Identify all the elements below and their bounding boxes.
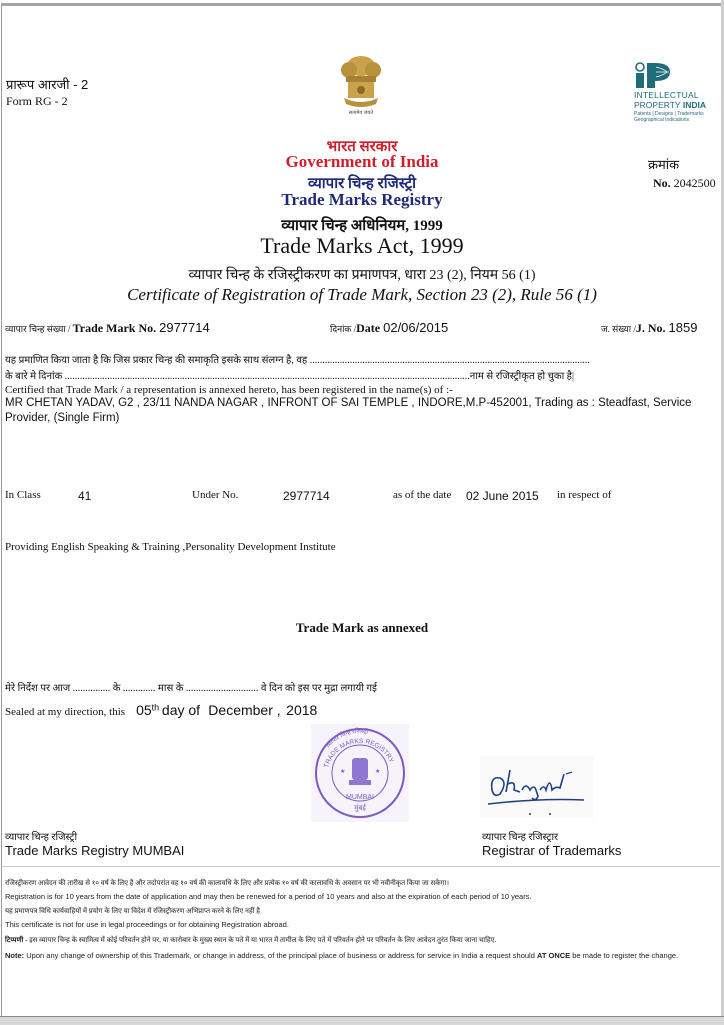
class-label: In Class <box>5 489 41 501</box>
note-change-hindi <box>5 936 496 945</box>
note-renewal-hindi: रजिस्ट्रीकरण आवेदन की तारीख से १० वर्ष के लिए है और तदोपरांत वह १० वर्ष की कालावधि के लिए और प्रत्येक १० वर्ष की कालावधि के अवसान पर भी नवीनीकृत किया जा सकेगा। <box>5 879 450 887</box>
svg-text:★: ★ <box>340 769 346 775</box>
gov-title-hindi: भारत सरकार <box>326 139 398 155</box>
journal-number <box>601 320 697 336</box>
note-renewal: Registration is for 10 years from the date of application and may then be renewed for a period of 10 years and also at the expiration of each period of 10 years. <box>5 892 532 901</box>
registration-date <box>330 320 448 336</box>
svg-text:★: ★ <box>375 769 381 775</box>
sealed-hindi: मेरे निर्देश पर आज ............... के ............. मास के ............................. वे दिन को इस पर मुद्रा लगायी गई <box>5 683 377 694</box>
cert-title-english: Certificate of Registration of Trade Mark, Section 23 (2), Rule 56 (1) <box>127 285 597 304</box>
registry-office-hindi: व्यापार चिन्ह रजिस्ट्री <box>5 832 78 843</box>
serial-number <box>653 176 716 191</box>
gov-title-english: Government of India <box>285 152 439 171</box>
tm-label: Trade Mark No. <box>72 321 157 335</box>
in-respect-of-label: in respect of <box>557 489 612 501</box>
jno-value: 1859 <box>668 320 698 335</box>
sealed-day-suffix: th <box>151 702 160 713</box>
form-id-english: Form RG - 2 <box>6 94 68 108</box>
trade-mark-number <box>5 320 210 336</box>
registry-seal-stamp <box>311 724 409 822</box>
note-change-emphasis: AT ONCE <box>536 951 571 960</box>
tm-label-hindi: व्यापार चिन्ह संख्या / <box>5 324 73 334</box>
certification-hindi-line2: के बारे मे दिनांक ..................................................................................................................................................................नाम से रजिस्ट्रीकृत हो चुका है| <box>5 371 574 382</box>
note-change-label: Note: <box>5 951 25 960</box>
tm-value: 2977714 <box>159 320 210 335</box>
sealed-label: Sealed at my direction, this <box>5 706 126 718</box>
jno-label: J. No. <box>635 321 666 335</box>
class-value: 41 <box>78 489 92 503</box>
note-change-hindi-label: टिप्पणी <box>5 936 24 944</box>
proprietor-line1: MR CHETAN YADAV, G2 , 23/11 NANDA NAGAR , INFRONT OF SAI TEMPLE , INDORE,M.P-452001, Trading as : Steadfast, Service <box>5 397 692 409</box>
ip-logo-line3: Patents | Designs | Trademarks <box>634 111 704 117</box>
proprietor-line2: Provider, (Single Firm) <box>5 412 120 424</box>
certification-english: Certified that Trade Mark / a representation is annexed hereto, has been registered in the name(s) of :- <box>5 384 453 396</box>
note-change <box>5 951 678 960</box>
ip-india-logo-icon <box>634 62 674 88</box>
registrar-title-hindi: व्यापार चिन्ह रजिस्ट्रार <box>482 832 559 843</box>
stamp-city-hindi: मुंबई <box>354 805 366 812</box>
ip-logo-line4: Geographical Indications <box>634 117 690 123</box>
certification-hindi-line1: यह प्रमाणित किया जाता है कि जिस प्रकार चिन्ह की समाकृति इसके साथ संलग्न है, वह ................................................................................................................ <box>5 355 590 366</box>
ip-logo-property: PROPERTY <box>634 100 683 110</box>
date-value: 02/06/2015 <box>383 320 449 335</box>
act-title-english: Trade Marks Act, 1999 <box>260 233 464 258</box>
national-emblem-icon <box>336 52 386 120</box>
serial-value: 2042500 <box>673 176 716 190</box>
under-no-value: 2977714 <box>283 489 330 503</box>
date-label-hindi: दिनांक / <box>330 324 357 334</box>
under-no-label: Under No. <box>192 489 239 501</box>
stamp-registry-text: TRADE MARKS REGISTRY <box>323 737 395 769</box>
stamp-city: MUMBAI <box>346 794 374 801</box>
sealed-day-of: day of <box>161 702 201 718</box>
goods-services-description: Providing English Speaking & Training ,Personality Development Institute <box>5 541 336 553</box>
trade-mark-annexed-heading: Trade Mark as annexed <box>295 620 429 635</box>
registrar-signature <box>480 756 594 818</box>
registrar-title: Registrar of Trademarks <box>482 843 622 858</box>
sealed-statement <box>5 702 317 718</box>
ip-logo-line1: INTELLECTUAL <box>634 90 699 100</box>
serial-label: No. <box>653 176 671 190</box>
note-change-text-a: Upon any change of ownership of this Trademark, or change in address, of the principal place of business or address for service in India a request should <box>24 951 537 960</box>
act-title-hindi: व्यापार चिन्ह अधिनियम, 1999 <box>281 218 443 234</box>
notes-divider <box>2 866 720 867</box>
emblem-motto: सत्यमेव जयते <box>348 110 374 116</box>
note-legal-use-hindi: यह प्रमाणपत्र विधि कार्यवाहियों में प्रयोग के लिए या विदेश में रजिस्ट्रीकरण अभिप्राप्त करने के लिए नहीं है <box>5 907 260 915</box>
date-label: Date <box>356 321 381 335</box>
registry-office: Trade Marks Registry MUMBAI <box>5 843 185 858</box>
registry-title-hindi: व्यापार चिन्ह रजिस्ट्री <box>307 176 417 192</box>
registry-title-english: Trade Marks Registry <box>281 190 443 209</box>
cert-title-hindi: व्यापार चिन्ह के रजिस्ट्रीकरण का प्रमाणपत्र, धारा 23 (2), नियम 56 (1) <box>188 268 536 283</box>
stamp-registry-hindi: व्यापार चिन्ह रजिस्ट्री <box>325 728 369 750</box>
sealed-day: 05 <box>136 702 152 718</box>
ip-logo-india: INDIA <box>682 100 706 110</box>
ip-logo-line2 <box>634 100 706 110</box>
note-change-text-b: be made to register the change. <box>570 951 679 960</box>
as-of-date-value: 02 June 2015 <box>466 489 539 503</box>
jno-label-hindi: ज. संख्या / <box>601 324 636 334</box>
serial-label-hindi: क्रमांक <box>648 157 680 172</box>
sealed-month: December , <box>208 702 281 718</box>
note-change-hindi-text: - इस व्यापार चिन्ह के स्वामित्व में कोई परिवर्तन होने पर, या कारोबार के मुख्य स्थान के पते में या भारत में तामील के लिए पते में परिवर्तन होने पर परिवर्तन के लिए आवेदन तुरंत किया जाना चाहिए. <box>23 936 497 944</box>
form-id-hindi: प्रारूप आरजी - 2 <box>6 77 89 92</box>
note-legal-use: This certificate is not for use in legal proceedings or for obtaining Registration abroad. <box>5 920 289 929</box>
sealed-year: 2018 <box>286 702 318 718</box>
as-of-date-label: as of the date <box>393 489 452 501</box>
